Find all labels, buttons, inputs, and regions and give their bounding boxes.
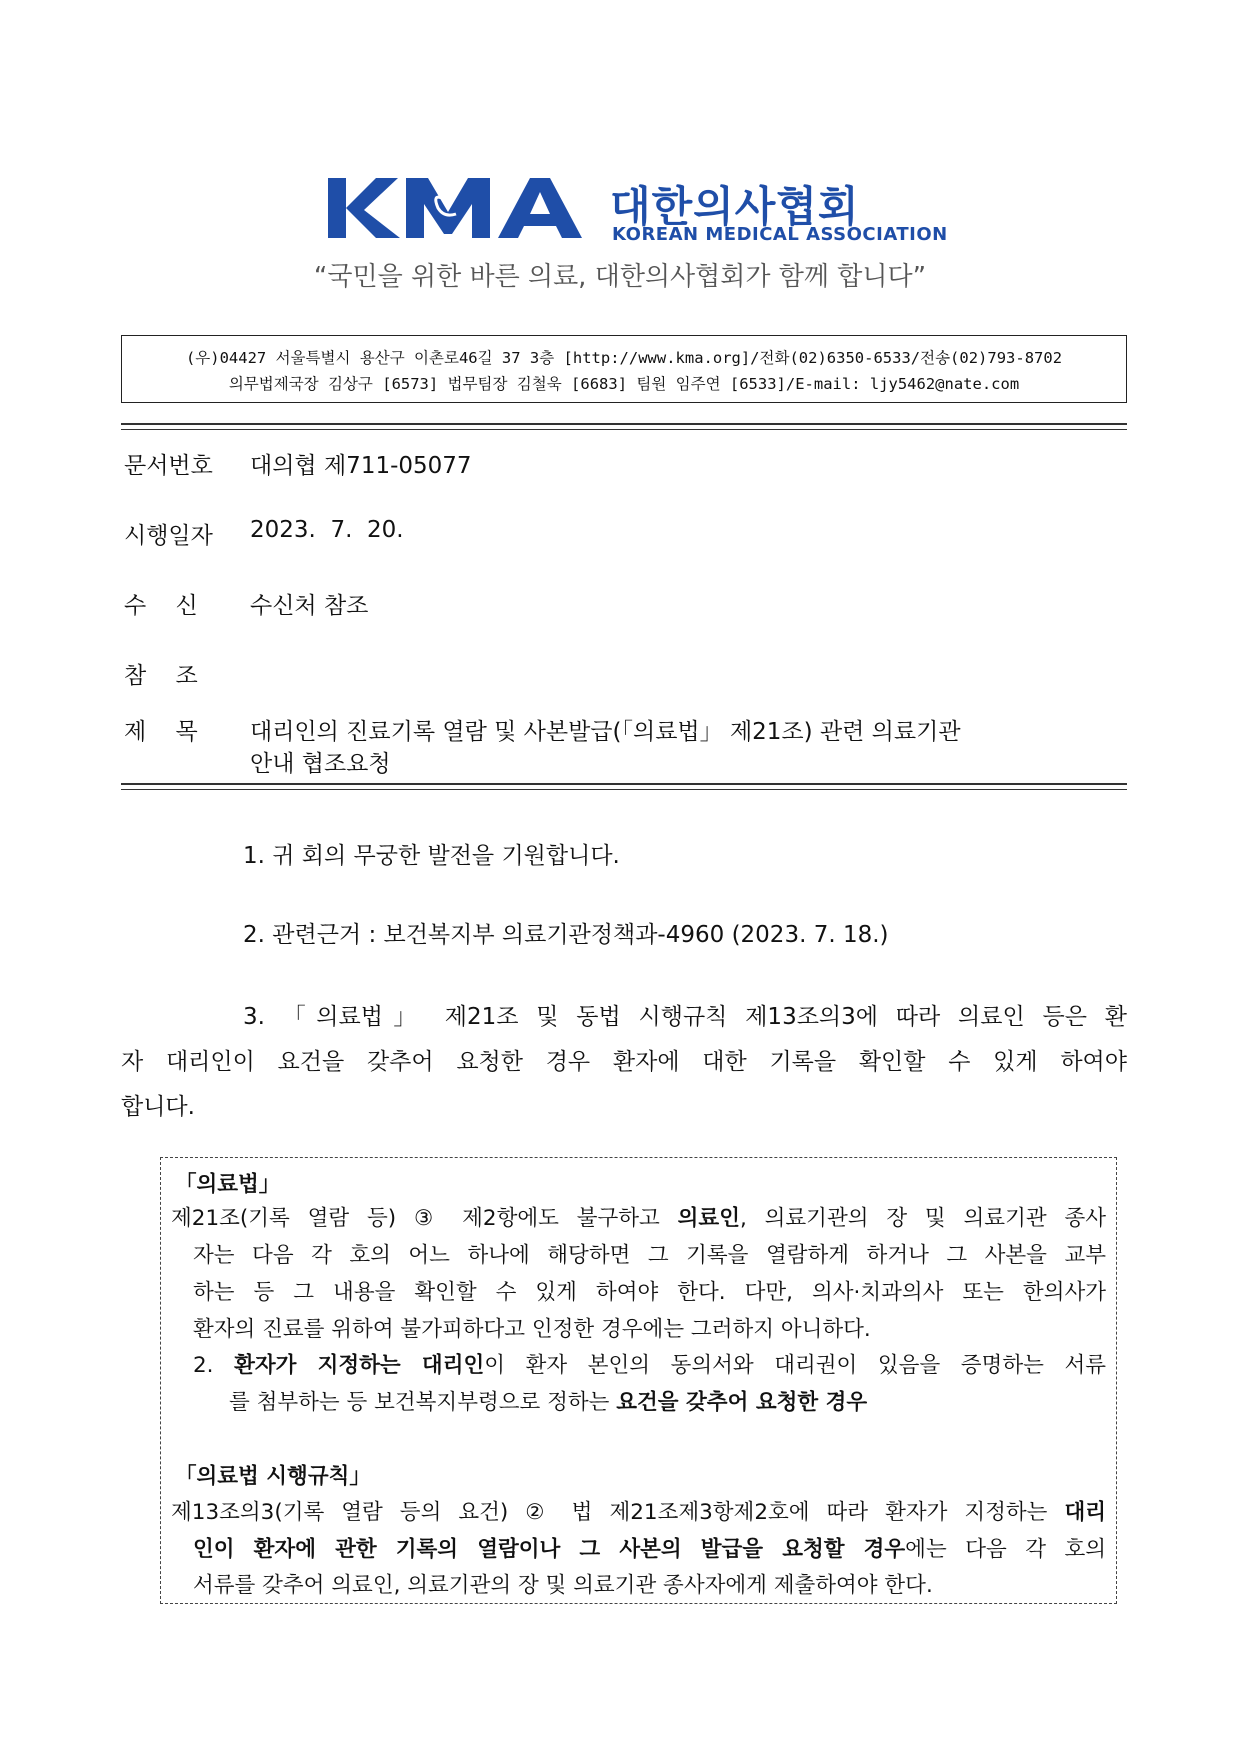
effective-date: 2023. 7. 20.: [250, 517, 404, 543]
slogan: “국민을 위한 바른 의료, 대한의사협회가 함께 합니다”: [313, 262, 927, 292]
law-1-line-3: 하는 등 그 내용을 확인할 수 있게 하여야 한다. 다만, 의사·치과의사 또는 한의사가: [193, 1280, 1106, 1305]
paragraph-2: 2. 관련근거 : 보건복지부 의료기관정책과-4960 (2023. 7. 18.): [243, 922, 889, 948]
subject-line-2: 안내 협조요청: [250, 751, 391, 777]
org-name-english: KOREAN MEDICAL ASSOCIATION: [612, 224, 948, 245]
paragraph-1: 1. 귀 회의 무궁한 발전을 기원합니다.: [243, 843, 620, 869]
paragraph-3: [121, 995, 1127, 1130]
org-name-korean: 대한의사협회: [610, 182, 860, 231]
paragraph-3-line-3: 합니다.: [121, 1094, 195, 1120]
law-title-medical-act: 「의료법」: [175, 1172, 281, 1197]
recipient-label: 수 신: [124, 593, 198, 619]
doc-number: 대의협 제711-05077: [250, 453, 472, 479]
law-citation-box: [160, 1157, 1117, 1604]
law-1-line-4: 환자의 진료를 위하여 불가피하다고 인정한 경우에는 그러하지 아니하다.: [193, 1317, 871, 1342]
law-2-line-1: 제13조의3(기록 열람 등의 요건) ② 법 제21조제3항제2호에 따라 환자가 지정하는 대리: [171, 1500, 1106, 1525]
doc-number-label: 문서번호: [124, 453, 213, 479]
letterhead-logo: [328, 172, 948, 252]
paragraph-3-line-1: 3. 「의료법」 제21조 및 동법 시행규칙 제13조의3에 따라 의료인 등은 환: [243, 1004, 1127, 1030]
subject-label: 제 목: [124, 719, 198, 745]
subject-line-1: 대리인의 진료기록 열람 및 사본발급(「의료법」 제21조) 관련 의료기관: [250, 719, 961, 745]
header-divider-top: [121, 423, 1127, 430]
law-1-line-1: 제21조(기록 열람 등) ③ 제2항에도 불구하고 의료인, 의료기관의 장 및 의료기관 종사: [171, 1206, 1106, 1231]
date-label: 시행일자: [124, 523, 213, 549]
law-title-enforcement-rule: 「의료법 시행규칙」: [175, 1464, 371, 1489]
contact-line: 의무법제국장 김상구 [6573] 법무팀장 김철욱 [6683] 팀원 임주연 [6533]/E-mail: ljy5462@nate.com: [228, 375, 1020, 393]
law-1-line-5: 2. 환자가 지정하는 대리인이 환자 본인의 동의서와 대리권이 있음을 증명하는 서류: [193, 1353, 1106, 1378]
paragraph-3-line-2: 자 대리인이 요건을 갖추어 요청한 경우 환자에 대한 기록을 확인할 수 있게 하여야: [121, 1049, 1127, 1075]
recipient: 수신처 참조: [250, 593, 369, 619]
law-1-line-2: 자는 다음 각 호의 어느 하나에 해당하면 그 기록을 열람하게 하거나 그 사본을 교부: [193, 1243, 1106, 1268]
address-line: (우)04427 서울특별시 용산구 이촌로46길 37 3층 [http://www.kma.org]/전화(02)6350-6533/전송(02)793-8702: [185, 349, 1063, 367]
contact-box: [121, 335, 1127, 403]
law-2-line-2: 인이 환자에 관한 기록의 열람이나 그 사본의 발급을 요청할 경우에는 다음 각 호의: [193, 1537, 1106, 1562]
law-1-line-6: 를 첨부하는 등 보건복지부령으로 정하는 요건을 갖추어 요청한 경우: [229, 1390, 868, 1415]
reference-label: 참 조: [124, 663, 198, 689]
kma-logo-icon: [328, 172, 598, 244]
law-2-line-3: 서류를 갖추어 의료인, 의료기관의 장 및 의료기관 종사자에게 제출하여야 한다.: [193, 1573, 933, 1598]
header-divider-bottom: [121, 783, 1127, 790]
